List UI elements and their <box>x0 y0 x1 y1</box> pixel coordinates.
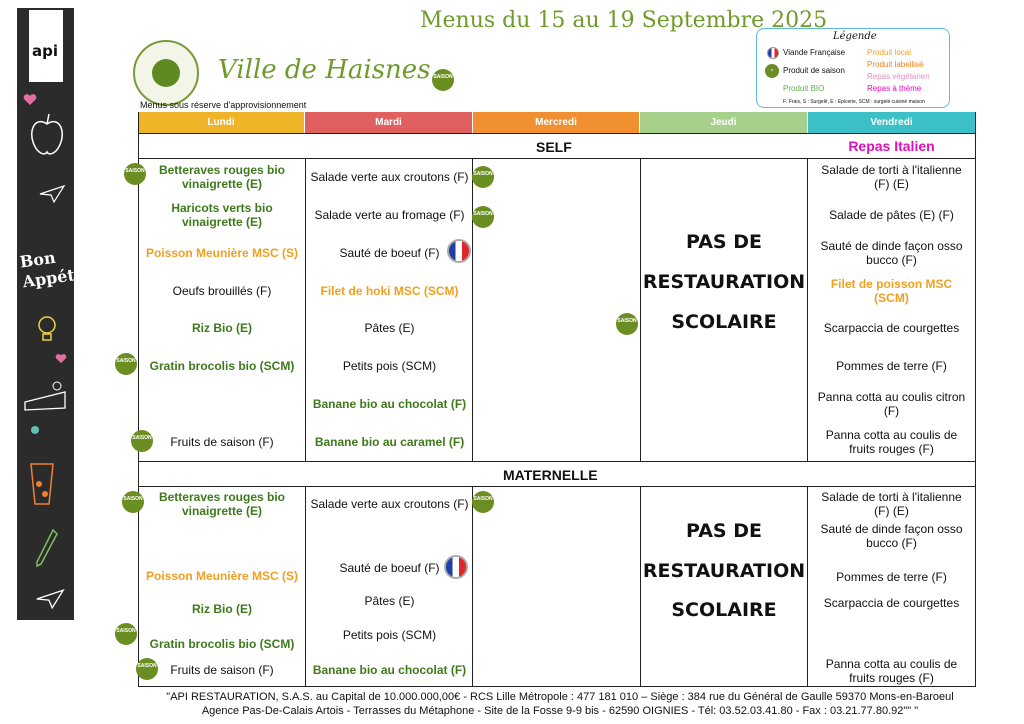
theme-day-title: Repas Italien <box>848 138 935 154</box>
footer-line: "API RESTAURATION, S.A.S. au Capital de 10.000.000,00€ - RCS Lille Métropole : 477 181 010 – Siège : 384 rue du Général de Gaulle 59370 Mons-en-Baroeul <box>166 691 954 703</box>
menu-item: Salade de torti à l'italienne (F) (E) <box>821 163 962 191</box>
menu-item: Salade verte au fromage (F) <box>314 208 465 222</box>
menu-item: Riz Bio (E) <box>192 321 252 335</box>
menu-item: Petits pois (SCM) <box>342 628 437 642</box>
menu-item: Gratin brocolis bio (SCM) <box>149 359 295 373</box>
footer-line: Agence Pas-De-Calais Artois - Terrasses du Métaphone - Site de la Fosse 9-9 bis - 62590 OIGNIES - Tél: 03.52.03.41.80 - Fax : 03.21.77.80.92"" " <box>201 705 919 717</box>
menu-item: Salade de pâtes (E) (F) <box>829 208 954 222</box>
award-medal-logo <box>133 40 199 106</box>
seasonal-product-icon: SAISON <box>472 166 494 188</box>
menu-item: Petits pois (SCM) <box>342 359 437 373</box>
menu-item: Betteraves rouges bio vinaigrette (E) <box>158 163 286 191</box>
no-service-line: SCOLAIRE <box>671 311 777 333</box>
divider <box>138 158 975 159</box>
menu-item: Panna cotta au coulis citron (F) <box>817 390 966 418</box>
divider <box>975 112 976 687</box>
menu-item: Fruits de saison (F) <box>170 435 274 449</box>
lightbulb-icon <box>35 314 59 344</box>
legend-local: Produit local <box>867 48 912 57</box>
footer <box>140 690 980 718</box>
legend-bio: Produit BIO <box>783 84 825 93</box>
menu-item: Scarpaccia de courgettes <box>823 596 960 610</box>
seasonal-product-icon: S <box>765 64 779 78</box>
seasonal-product-icon: SAISON <box>472 206 494 228</box>
heart-icon <box>55 354 67 364</box>
seasonal-product-icon: SAISON <box>472 491 494 513</box>
api-logo <box>29 10 63 82</box>
divider <box>138 486 975 487</box>
menu-item: Gratin brocolis bio (SCM) <box>149 637 295 651</box>
legend-theme: Repas à thème <box>867 84 922 93</box>
section-title-self: SELF <box>536 139 572 155</box>
menu-item: Sauté de boeuf (F) <box>339 246 440 260</box>
menu-item: Salade verte aux croutons (F) <box>310 497 469 511</box>
french-flag-icon <box>447 239 471 263</box>
legend-labellise: Produit labellisé <box>867 60 924 69</box>
menu-item: Scarpaccia de courgettes <box>823 321 960 335</box>
menu-item: Salade de torti à l'italienne (F) (E) <box>821 490 962 518</box>
menu-item: Fruits de saison (F) <box>170 663 274 677</box>
menu-item: Banane bio au chocolat (F) <box>312 397 467 411</box>
menu-item: Salade verte aux croutons (F) <box>310 170 469 184</box>
menu-item: Filet de hoki MSC (SCM) <box>320 284 459 298</box>
legend-box <box>756 28 950 108</box>
decorative-band <box>17 8 90 620</box>
menu-item: Sauté de dinde façon osso bucco (F) <box>820 522 963 550</box>
menu-item: Panna cotta au coulis de fruits rouges (F) <box>825 657 958 685</box>
french-flag-icon <box>444 555 468 579</box>
apple-icon <box>27 110 67 160</box>
menu-item: Panna cotta au coulis de fruits rouges (F) <box>825 428 958 456</box>
seasonal-product-icon: SAISON <box>115 353 137 375</box>
day-header-mardi: Mardi <box>305 112 472 133</box>
supply-disclaimer: Menus sous réserve d'approvisionnement <box>140 100 307 110</box>
divider <box>138 686 975 687</box>
seasonal-product-icon: SAISON <box>122 491 144 513</box>
city-name: Ville de Haisnes <box>218 55 431 85</box>
no-service-line: SCOLAIRE <box>671 599 777 621</box>
heart-icon <box>23 94 37 106</box>
divider <box>138 461 975 462</box>
no-service-line: PAS DE <box>686 231 762 253</box>
legend-vegetarien: Repas végétarien <box>867 72 930 81</box>
seasonal-product-icon: SAISON <box>115 623 137 645</box>
legend-viande: Viande Française <box>783 48 846 57</box>
menu-item: Pommes de terre (F) <box>836 570 947 584</box>
menu-item: Pâtes (E) <box>364 321 415 335</box>
flower-icon <box>29 424 41 436</box>
seasonal-product-icon: SAISON <box>616 313 638 335</box>
no-service-line: PAS DE <box>686 520 762 542</box>
menu-item: Banane bio au caramel (F) <box>314 435 465 449</box>
menu-item: Oeufs brouillés (F) <box>172 284 272 298</box>
paper-plane-icon <box>35 588 65 610</box>
menu-item: Pommes de terre (F) <box>836 359 947 373</box>
bon-appetit-text: Bon Appétit <box>18 247 90 292</box>
day-header-lundi: Lundi <box>138 112 304 133</box>
api-logo-text: api <box>32 42 59 60</box>
menu-item: Filet de poisson MSC (SCM) <box>830 277 953 305</box>
menu-item: Haricots verts bio vinaigrette (E) <box>171 201 273 229</box>
french-flag-icon <box>767 47 779 59</box>
no-service-line: RESTAURATION <box>642 271 806 293</box>
cake-icon <box>21 370 69 414</box>
day-header-vendredi: Vendredi <box>808 112 975 133</box>
no-service-line: RESTAURATION <box>642 560 806 582</box>
menu-item: Sauté de boeuf (F) <box>339 561 440 575</box>
menu-item: Poisson Meunière MSC (S) <box>145 246 299 260</box>
legend-footnote: F: Frais, S : Surgelé, E : Epicerie, SCM : surgelé cuisiné maison <box>783 99 925 105</box>
drink-icon <box>27 454 57 506</box>
menu-item: Poisson Meunière MSC (S) <box>145 569 299 583</box>
menu-item <box>139 387 305 421</box>
menu-item: Sauté de dinde façon osso bucco (F) <box>820 239 963 267</box>
menu-item: Banane bio au chocolat (F) <box>312 663 467 677</box>
seasonal-product-icon: SAISON <box>136 658 158 680</box>
legend-saison: Produit de saison <box>783 66 845 75</box>
seasonal-product-icon: SAISON <box>131 430 153 452</box>
menu-item: Betteraves rouges bio vinaigrette (E) <box>158 490 286 518</box>
menu-item: Pâtes (E) <box>364 594 415 608</box>
legend-title: Légende <box>833 31 877 42</box>
day-header-jeudi: Jeudi <box>640 112 807 133</box>
day-header-mercredi: Mercredi <box>473 112 639 133</box>
seasonal-product-icon: SAISON <box>432 69 454 91</box>
menu-item: Riz Bio (E) <box>192 602 252 616</box>
pencil-icon <box>35 528 59 568</box>
seasonal-product-icon: SAISON <box>124 163 146 185</box>
page-title: Menus du 15 au 19 Septembre 2025 <box>420 8 828 33</box>
paper-plane-icon <box>39 184 65 204</box>
section-title-maternelle: MATERNELLE <box>503 467 598 483</box>
